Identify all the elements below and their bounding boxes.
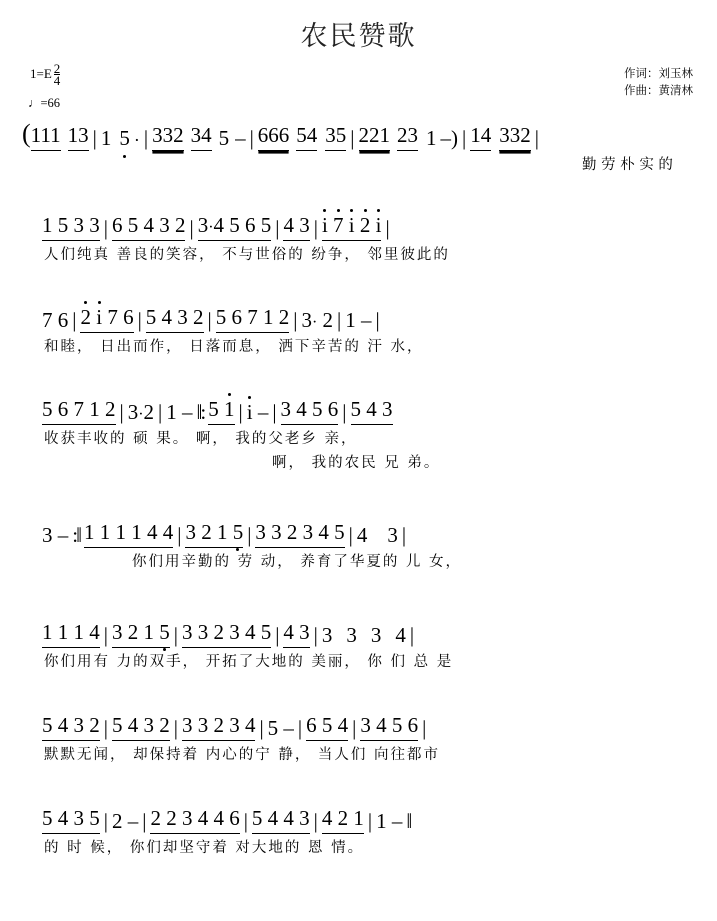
lyrics-row-6: 你们用有 力的双手， 开拓了大地的 美丽， 你 们 总 是: [44, 653, 454, 670]
key-and-time-signature: [30, 61, 61, 89]
tempo-marking: ♩=66: [28, 96, 61, 110]
lyrics-row-7: 默默无闻， 却保持着 内心的宁 静， 当人们 向往都市: [44, 746, 441, 763]
notes-row-7: 5 4 3 2 | 5 4 3 2 | 3 3 2 3 4 | 5 – | 6 5 4 | 3 4 5 6 |: [42, 713, 427, 740]
notes-row-6: 1 1 1 4 | 3 2 1 5 | 3 3 2 3 4 5 | 4 3 | 3 3 3 4 |: [42, 620, 415, 647]
composer-credit: 作曲：黄清林: [624, 85, 693, 97]
lyricist-credit: 作词：刘玉林: [624, 68, 693, 80]
lyrics-row-8: 的 时 候， 你们却坚守着 对大地的 恩 情。: [44, 839, 365, 856]
notes-row-1: ( 111 13 | 1 5 · | 332 34 5 – | 666 54 35 | 221 23 1 –) | 14 332 |: [22, 119, 539, 150]
lyrics-row-5: 你们用辛勤的 劳 动， 养育了华夏的 儿 女，: [132, 553, 463, 570]
notes-row-5: 3 – :‖ 1 1 1 1 4 4 | 3 2 1 5 | 3 3 2 3 4 5 | 4 3 |: [42, 520, 407, 547]
music-line-5: [0, 514, 717, 572]
time-signature: $\frac{2}{4}$: [53, 61, 61, 88]
credits: [624, 66, 693, 100]
music-line-7: [0, 707, 717, 765]
music-line-8: [0, 800, 717, 858]
lyrics-row-1: 勤 劳 朴 实 的: [582, 156, 673, 173]
lyrics-row-2: 人们纯真 善良的笑容， 不与世俗的 纷争， 邻里彼此的: [44, 246, 450, 263]
music-line-6: [0, 614, 717, 672]
lyrics-row-3: 和睦， 日出而作， 日落而息， 洒下辛苦的 汗 水，: [44, 338, 424, 355]
notes-row-8: 5 4 3 5 | 2 – | 2 2 3 4 4 6 | 5 4 4 3 | 4 2 1 | 1 – ‖: [42, 806, 411, 833]
music-line-3: [0, 299, 717, 357]
lyrics-row-4b: 啊， 我的农民 兄 弟。: [272, 454, 441, 471]
music-line-4: [0, 391, 717, 473]
lyrics-row-4a: 收获丰收的 硕 果。 啊， 我的父老乡 亲，: [44, 430, 358, 447]
notes-row-4: 5 6 7 1 2 | 3·2 | 1 – ‖: 5 1 | i – | 3 4 5 6 | 5 4 3: [42, 397, 393, 424]
notes-row-2: 1 5 3 3 | 6 5 4 3 2 | 3·4 5 6 5 | 4 3 | i 7 i 2 i |: [42, 213, 390, 240]
key-signature: 1=E: [30, 66, 52, 81]
page-title: 农民赞歌: [300, 21, 417, 52]
music-line-2: [0, 207, 717, 265]
notes-row-3: 7 6 | 2 i 7 6 | 5 4 3 2 | 5 6 7 1 2 | 3· 2 | 1 – |: [42, 305, 380, 332]
music-line-1: [0, 117, 717, 175]
